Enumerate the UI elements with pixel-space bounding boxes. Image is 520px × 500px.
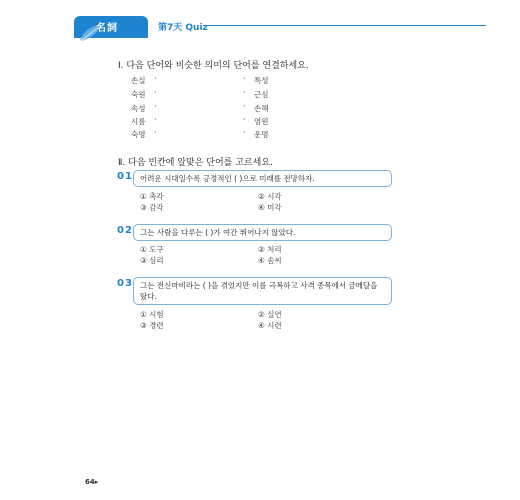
match-dot-right[interactable]: ·	[243, 74, 246, 83]
match-right-word: 손해	[254, 104, 269, 113]
match-left-word: 숙원	[131, 90, 146, 99]
answer-option[interactable]: ① 촉각	[140, 192, 164, 201]
answer-option[interactable]: ③ 경련	[140, 321, 164, 330]
answer-option[interactable]: ④ 미각	[258, 203, 282, 212]
match-dot-right[interactable]: ·	[243, 88, 246, 97]
answer-option[interactable]: ③ 감각	[140, 203, 164, 212]
question-box: 그는 전신마비라는 ( )을 겪었지만 이를 극복하고 사격 종목에서 금메달을 땄다.	[133, 277, 392, 305]
answer-option[interactable]: ④ 솜씨	[258, 256, 282, 265]
match-left-word: 시름	[131, 117, 146, 126]
question-box: 어려운 시대일수록 긍정적인 ( )으로 미래를 전망하자.	[133, 170, 392, 187]
match-dot-left[interactable]: ·	[154, 88, 157, 97]
answer-option[interactable]: ④ 시련	[258, 321, 282, 330]
match-left-word: 숙명	[131, 130, 146, 139]
page-title: 第7天 Quiz	[158, 23, 208, 33]
match-left-word: 속성	[131, 104, 146, 113]
question-box: 그는 사람을 다루는 ( )가 여간 뛰어나지 않았다.	[133, 224, 392, 241]
match-dot-left[interactable]: ·	[154, 115, 157, 124]
match-right-word: 특성	[254, 76, 269, 85]
match-dot-left[interactable]: ·	[154, 74, 157, 83]
answer-option[interactable]: ① 도구	[140, 245, 164, 254]
page-number: 64▸	[85, 478, 99, 486]
question-number: 02	[117, 225, 133, 236]
answer-option[interactable]: ② 실연	[258, 310, 282, 319]
match-right-word: 염원	[254, 117, 269, 126]
section1-title: Ⅰ. 다음 단어와 비슷한 의미의 단어를 연결하세요.	[118, 61, 309, 71]
match-left-word: 손실	[131, 76, 146, 85]
section2-title: Ⅱ. 다음 빈칸에 알맞은 단어를 고르세요.	[118, 158, 273, 168]
chapter-tab-label: 名詞	[96, 23, 118, 34]
match-dot-right[interactable]: ·	[243, 128, 246, 137]
question-number: 01	[117, 171, 133, 182]
match-dot-left[interactable]: ·	[154, 128, 157, 137]
match-right-word: 근심	[254, 90, 269, 99]
answer-option[interactable]: ③ 심리	[140, 256, 164, 265]
match-right-word: 운명	[254, 130, 269, 139]
answer-option[interactable]: ① 시험	[140, 310, 164, 319]
answer-option[interactable]: ② 처리	[258, 245, 282, 254]
match-dot-right[interactable]: ·	[243, 102, 246, 111]
question-number: 03	[117, 278, 133, 289]
answer-option[interactable]: ② 시각	[258, 192, 282, 201]
match-dot-left[interactable]: ·	[154, 102, 157, 111]
header-rule	[203, 25, 486, 26]
match-dot-right[interactable]: ·	[243, 115, 246, 124]
